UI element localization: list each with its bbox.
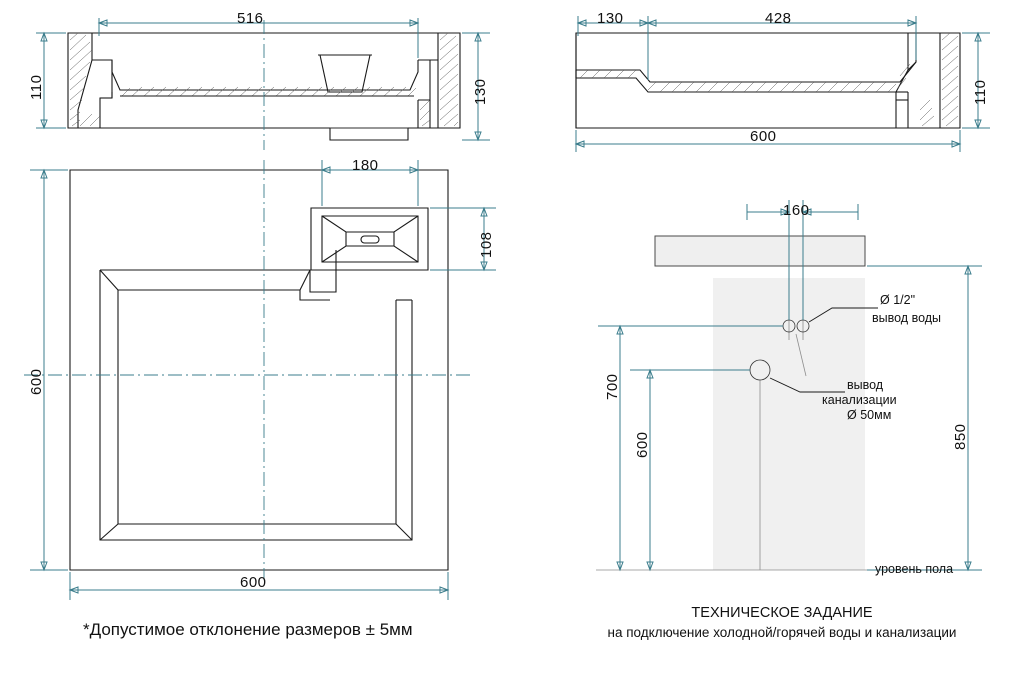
dim-side-total-width: 600 (750, 128, 777, 145)
dim-side-right-width: 428 (765, 10, 792, 27)
side-section-geometry (576, 33, 960, 128)
note-tolerance: *Допустимое отклонение размеров ± 5мм (83, 620, 413, 639)
dim-side-left-width: 130 (597, 10, 624, 27)
plan-view-geometry (24, 160, 470, 580)
label-sewer-outlet-line2: канализации (822, 393, 897, 407)
label-water-outlet-diameter: Ø 1/2" (880, 293, 916, 307)
dim-plan-drain-height: 108 (478, 231, 495, 258)
label-sewer-diameter: Ø 50мм (847, 408, 892, 422)
label-water-outlet: вывод воды (872, 311, 942, 325)
dim-plan-height: 600 (28, 368, 45, 395)
dim-install-water-height: 700 (604, 373, 621, 400)
side-section-dimensions (576, 16, 990, 152)
front-section-dimensions (36, 18, 490, 140)
dim-front-top-width: 516 (237, 10, 264, 27)
dim-front-left-height: 110 (28, 74, 45, 100)
dim-plan-width: 600 (240, 574, 267, 591)
caption-technical-task-sub: на подключение холодной/горячей воды и канализации (607, 625, 957, 640)
installation-geometry (596, 236, 968, 570)
label-sewer-outlet: вывод (847, 378, 884, 392)
front-section-geometry (68, 20, 460, 150)
dim-front-right-height: 130 (472, 78, 489, 105)
dim-plan-drain-width: 180 (352, 157, 379, 174)
dim-install-total-height: 850 (952, 423, 969, 450)
dim-side-right-height: 110 (972, 79, 989, 105)
caption-technical-task-title: ТЕХНИЧЕСКОЕ ЗАДАНИЕ (691, 605, 873, 621)
dim-install-top-offset: 160 (783, 202, 810, 219)
dim-install-drain-height: 600 (634, 431, 651, 458)
label-floor-level: уровень пола (875, 562, 954, 576)
